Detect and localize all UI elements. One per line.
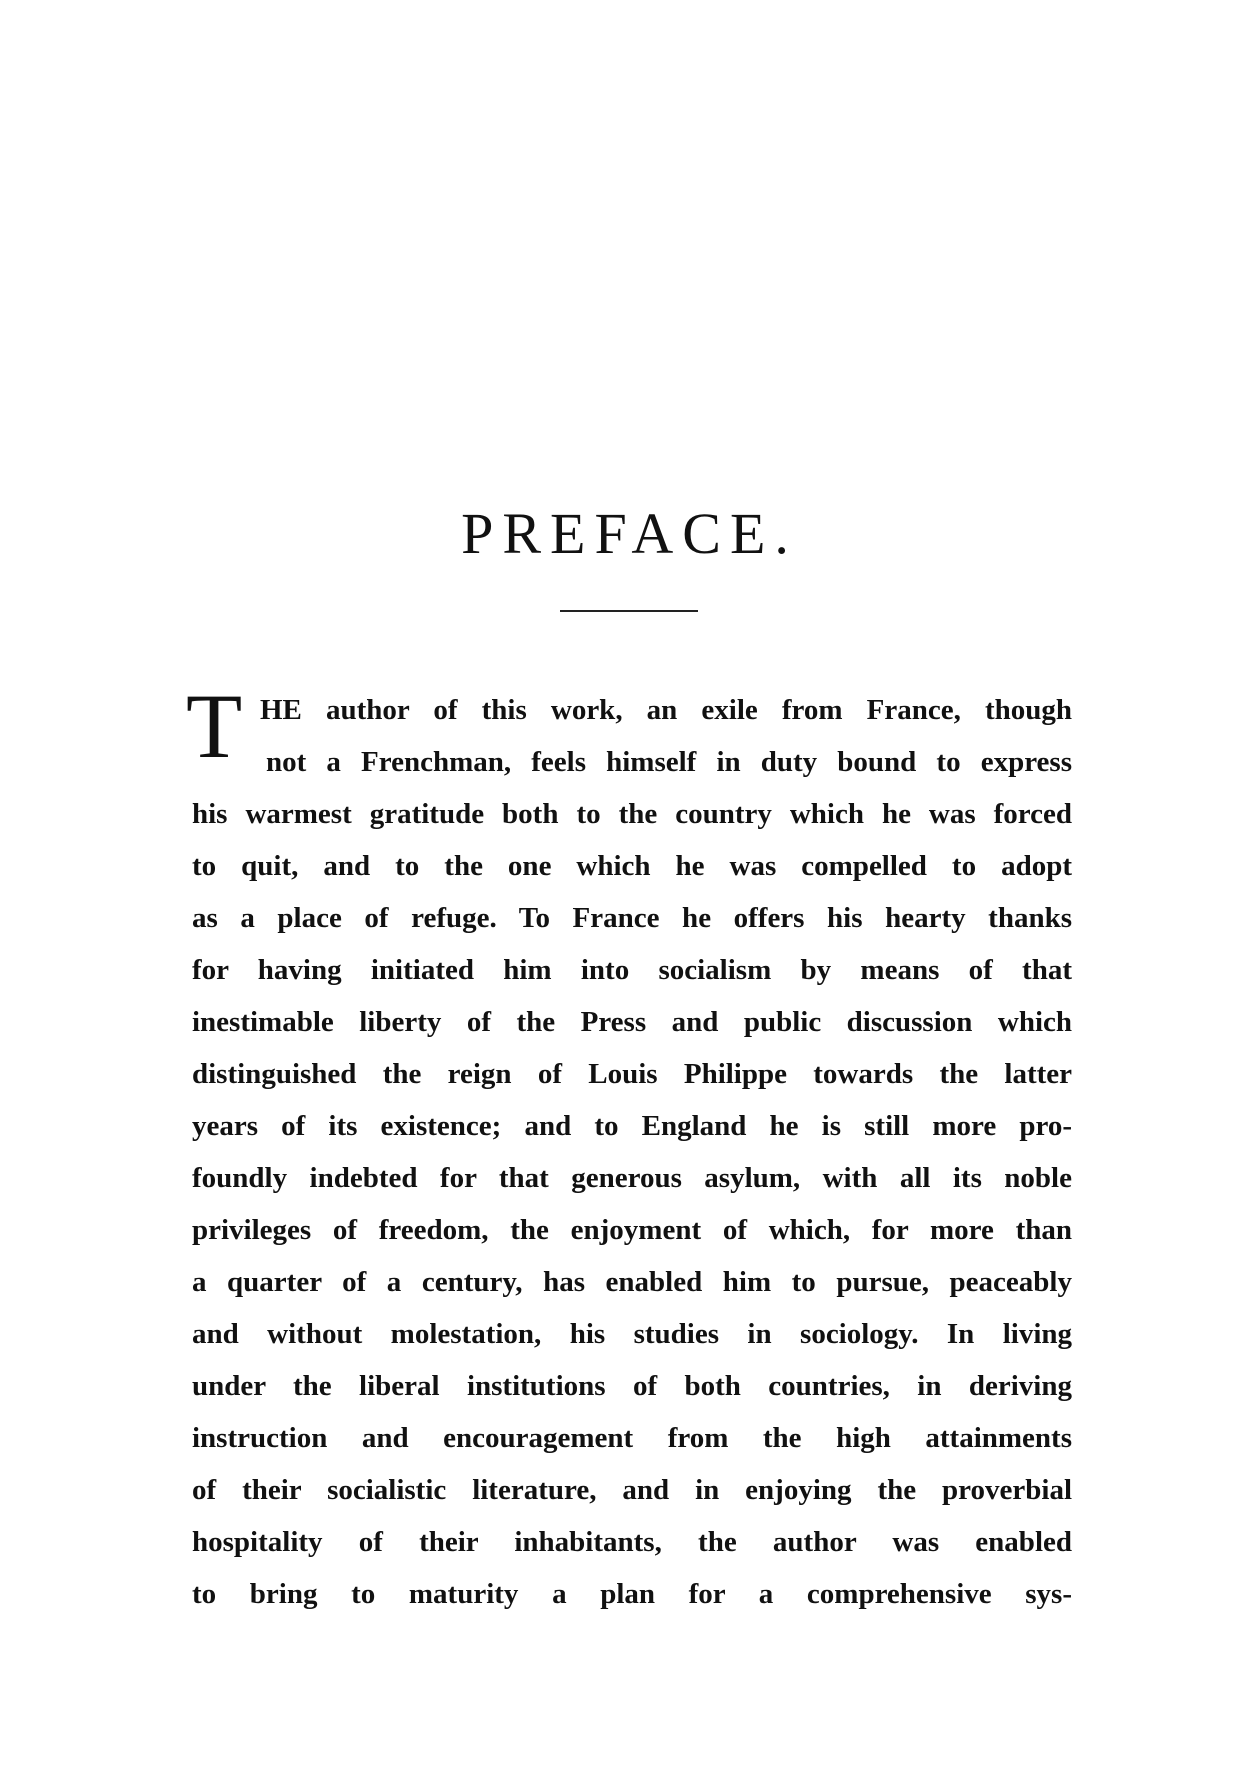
text-line: HE author of this work, an exile from France, though <box>260 694 1072 726</box>
text-line: to quit, and to the one which he was compelled to adopt <box>192 850 1072 882</box>
text-line: foundly indebted for that generous asylum, with all its noble <box>192 1162 1072 1194</box>
text-line: inestimable liberty of the Press and public discussion which <box>192 1006 1072 1038</box>
text-line: years of its existence; and to England he is still more pro- <box>192 1110 1072 1142</box>
text-line: as a place of refuge. To France he offers his hearty thanks <box>192 902 1072 934</box>
text-line: and without molestation, his studies in sociology. In living <box>192 1318 1072 1350</box>
text-line: instruction and encouragement from the high attainments <box>192 1422 1072 1454</box>
text-line: to bring to maturity a plan for a comprehensive sys- <box>192 1578 1072 1610</box>
text-line: his warmest gratitude both to the country which he was forced <box>192 798 1072 830</box>
preface-body <box>186 675 1072 1620</box>
text-line: privileges of freedom, the enjoyment of which, for more than <box>192 1214 1072 1246</box>
text-line: not a Frenchman, feels himself in duty bound to express <box>266 746 1072 778</box>
text-line: distinguished the reign of Louis Philippe towards the latter <box>192 1058 1072 1090</box>
drop-cap: T <box>186 675 243 777</box>
text-line: for having initiated him into socialism by means of that <box>192 954 1072 986</box>
page-title: PREFACE. <box>461 501 798 566</box>
text-line: a quarter of a century, has enabled him to pursue, peaceably <box>192 1266 1072 1298</box>
text-line: hospitality of their inhabitants, the author was enabled <box>192 1526 1072 1558</box>
title-rule <box>560 610 698 612</box>
text-line: of their socialistic literature, and in enjoying the proverbial <box>192 1474 1072 1506</box>
text-line: under the liberal institutions of both countries, in deriving <box>192 1370 1072 1402</box>
